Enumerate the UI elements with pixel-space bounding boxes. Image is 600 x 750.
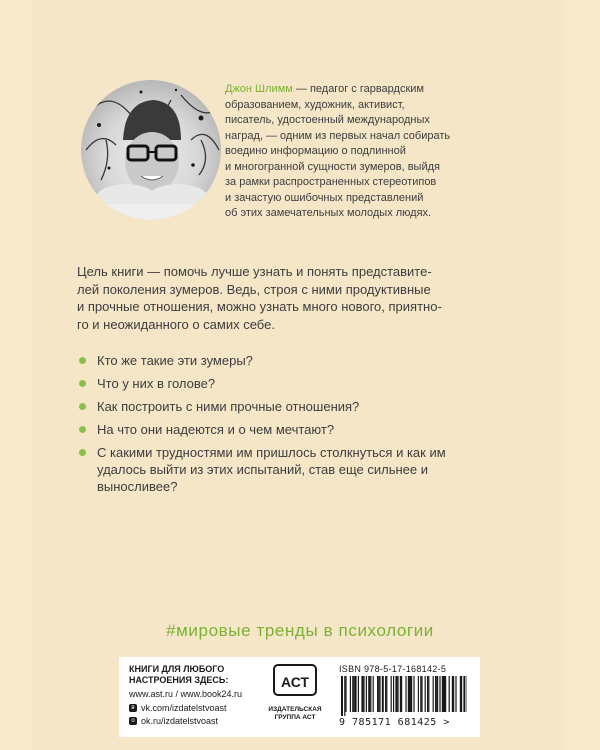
publisher-logo: [272, 661, 318, 699]
barcode-image: [339, 676, 467, 716]
barcode-bar: [345, 676, 346, 712]
publisher-caption: [259, 706, 331, 722]
isbn: ISBN 978-5-17-168142-5: [339, 664, 447, 674]
barcode-bar: [427, 676, 428, 712]
bullet-icon: [79, 357, 86, 364]
question-text: Кто же такие эти зумеры?: [97, 353, 253, 368]
barcode-bar: [453, 676, 454, 712]
barcode-bar: [393, 676, 394, 712]
barcode-bar: [378, 676, 379, 712]
description-line: и прочные отношения, можно узнать много нового, приятно-: [77, 299, 442, 314]
promo-title-line: КНИГИ ДЛЯ ЛЮБОГО: [129, 664, 225, 674]
barcode-bar: [385, 676, 386, 712]
author-name: Джон Шлимм: [225, 83, 293, 95]
publisher-logo-text: АСТ: [280, 674, 310, 690]
barcode-bar: [361, 676, 363, 712]
author-bio-line: образованием, художник, активист,: [225, 98, 405, 111]
social-vk[interactable]: [129, 702, 269, 714]
author-bio-line: наград, — одним из первых начал собирать: [225, 129, 451, 142]
barcode-block: [339, 664, 469, 728]
barcode-bar: [418, 676, 419, 712]
barcode-bar: [370, 676, 371, 712]
barcode-bar: [344, 676, 345, 716]
ok-icon: о: [129, 717, 137, 725]
publisher-block: [259, 661, 331, 722]
barcode-bar: [449, 676, 450, 712]
barcode-bar: [352, 676, 353, 712]
description-line: лей поколения зумеров. Ведь, строя с ними продуктивные: [77, 281, 431, 297]
barcode-bar: [439, 676, 440, 712]
barcode-bar: [420, 676, 421, 712]
barcode-bar: [405, 676, 406, 712]
author-portrait-image: [81, 80, 221, 220]
publisher-caption-line: ГРУППА АСТ: [274, 714, 316, 721]
author-bio-line: — педагог с гарвардским: [292, 83, 424, 95]
question-list: [77, 352, 482, 501]
promo-title-line: НАСТРОЕНИЯ ЗДЕСЬ:: [129, 675, 229, 685]
barcode-bar: [363, 676, 364, 712]
barcode-bar: [428, 676, 429, 712]
barcode-bar: [436, 676, 438, 712]
website-links[interactable]: www.ast.ru / www.book24.ru: [129, 689, 243, 699]
barcode-digits: 9 785171 681425 >: [339, 717, 450, 728]
barcode-bar: [443, 676, 445, 712]
barcode-bar: [463, 676, 465, 712]
author-bio-line: и зачастую ошибочных представлений: [225, 191, 424, 204]
barcode-bar: [358, 676, 359, 712]
barcode-bar: [377, 676, 378, 712]
barcode-bar: [409, 676, 411, 712]
barcode-bar: [455, 676, 456, 712]
barcode-bar: [411, 676, 412, 712]
vk-link[interactable]: vk.com/izdatelstvoast: [141, 703, 227, 713]
barcode-bar: [445, 676, 446, 712]
list-item: [77, 444, 482, 495]
vk-icon: в: [129, 704, 137, 712]
series-hashtag: #мировые тренды в психологии: [166, 621, 434, 640]
barcode-bar: [435, 676, 436, 712]
list-item: [77, 352, 482, 369]
barcode-bar: [373, 676, 374, 712]
barcode-bar: [382, 676, 384, 712]
footer-band: [119, 657, 480, 737]
barcode-bar: [355, 676, 357, 712]
question-text: С какими трудностями им пришлось столкнуться и как им удалось выйти из этих испытаний, став еще сильнее и выносливее?: [97, 445, 446, 494]
barcode-bar: [366, 676, 367, 712]
barcode-bar: [395, 676, 397, 712]
barcode-bar: [353, 676, 354, 712]
barcode-bar: [350, 676, 351, 712]
promo-block: [129, 664, 269, 727]
question-text: На что они надеются и о чем мечтают?: [97, 422, 335, 437]
barcode-bar: [442, 676, 443, 712]
description-line: го и неожиданного о самих себе.: [77, 316, 275, 332]
ok-link[interactable]: ok.ru/izdatelstvoast: [141, 716, 219, 726]
bullet-icon: [79, 380, 86, 387]
barcode-bar: [401, 676, 402, 712]
barcode-bar: [400, 676, 401, 712]
barcode-bar: [341, 676, 343, 716]
barcode-bar: [425, 676, 426, 712]
barcode-bar: [452, 676, 453, 712]
barcode-bar: [391, 676, 392, 712]
barcode-bar: [368, 676, 370, 712]
author-bio-line: писатель, удостоенный международных: [225, 114, 430, 126]
author-bio-line: воедино информацию о подлинной: [225, 145, 406, 157]
list-item: [77, 375, 482, 392]
publisher-caption-line: ИЗДАТЕЛЬСКАЯ: [268, 706, 322, 713]
author-bio-line: об этих замечательных молодых людях.: [225, 207, 432, 219]
bullet-icon: [79, 449, 86, 456]
book-description: [77, 263, 477, 333]
bullet-icon: [79, 426, 86, 433]
question-text: Как построить с ними прочные отношения?: [97, 399, 360, 414]
promo-title: [129, 664, 269, 686]
barcode-bar: [386, 676, 387, 712]
barcode-bar: [421, 676, 422, 712]
barcode-bar: [408, 676, 409, 712]
description-line: Цель книги — помочь лучше узнать и понять представите-: [77, 264, 432, 279]
author-bio-line: за рамки распространенных стереотипов: [225, 176, 437, 188]
author-photo: [81, 80, 221, 220]
list-item: [77, 398, 482, 415]
barcode-bar: [397, 676, 398, 712]
author-bio-line: и многогранной сущности зумеров, выйдя: [225, 160, 440, 173]
author-bio: [225, 82, 485, 222]
barcode-bar: [413, 676, 414, 712]
barcode-bar: [433, 676, 434, 712]
social-ok[interactable]: [129, 715, 269, 727]
barcode-bar: [460, 676, 461, 712]
barcode-bar: [461, 676, 462, 712]
question-text: Что у них в голове?: [97, 376, 216, 391]
barcode-bar: [379, 676, 380, 712]
list-item: [77, 421, 482, 438]
bullet-icon: [79, 403, 86, 410]
